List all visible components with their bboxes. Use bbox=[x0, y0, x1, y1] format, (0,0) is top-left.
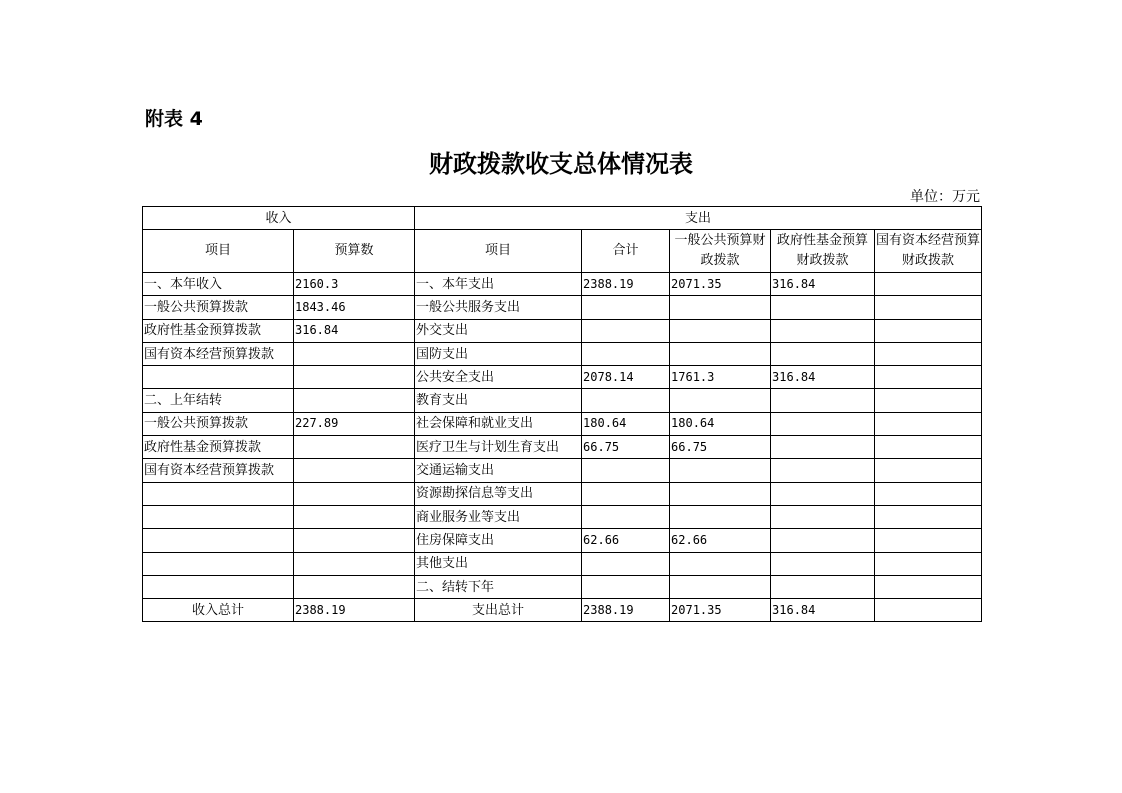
table-row bbox=[143, 459, 982, 482]
table-row bbox=[143, 436, 982, 459]
table-row bbox=[143, 296, 982, 319]
expense-total-sum: 2388.19 bbox=[582, 599, 670, 622]
expense-item-cell: 其他支出 bbox=[415, 552, 582, 575]
income-item-cell: 国有资本经营预算拨款 bbox=[143, 459, 294, 482]
expense-total-cell bbox=[582, 482, 670, 505]
expense-section-header: 支出 bbox=[415, 207, 982, 230]
income-item-cell bbox=[143, 482, 294, 505]
expense-total-cell bbox=[582, 319, 670, 342]
income-amount-cell: 227.89 bbox=[294, 412, 415, 435]
table-row bbox=[143, 552, 982, 575]
expense-item-cell: 二、结转下年 bbox=[415, 575, 582, 598]
budget-amount-header: 预算数 bbox=[294, 230, 415, 273]
expense-total-cell bbox=[582, 575, 670, 598]
table-row bbox=[143, 389, 982, 412]
expense-total-cell: 2078.14 bbox=[582, 366, 670, 389]
income-amount-cell: 2160.3 bbox=[294, 273, 415, 296]
income-section-header: 收入 bbox=[143, 207, 415, 230]
expense-total-label: 支出总计 bbox=[415, 599, 582, 622]
expense-item-cell: 公共安全支出 bbox=[415, 366, 582, 389]
income-total-label: 收入总计 bbox=[143, 599, 294, 622]
income-amount-cell bbox=[294, 459, 415, 482]
expense-item-cell: 国防支出 bbox=[415, 342, 582, 365]
income-amount-cell: 1843.46 bbox=[294, 296, 415, 319]
table-row bbox=[143, 529, 982, 552]
income-amount-cell bbox=[294, 366, 415, 389]
income-item-cell bbox=[143, 575, 294, 598]
general-budget-header: 一般公共预算财政拨款 bbox=[670, 230, 771, 273]
gov-fund-cell bbox=[771, 436, 875, 459]
expense-item-cell: 教育支出 bbox=[415, 389, 582, 412]
gov-fund-cell bbox=[771, 412, 875, 435]
income-item-cell: 政府性基金预算拨款 bbox=[143, 436, 294, 459]
total-header: 合计 bbox=[582, 230, 670, 273]
state-capital-cell bbox=[875, 273, 982, 296]
table-row bbox=[143, 342, 982, 365]
income-amount-cell bbox=[294, 436, 415, 459]
general-budget-cell bbox=[670, 552, 771, 575]
gov-fund-cell bbox=[771, 389, 875, 412]
gov-fund-cell bbox=[771, 459, 875, 482]
gov-fund-total: 316.84 bbox=[771, 599, 875, 622]
table-row bbox=[143, 505, 982, 528]
gov-fund-cell bbox=[771, 296, 875, 319]
unit-label: 单位：万元 bbox=[910, 189, 980, 205]
general-budget-cell bbox=[670, 482, 771, 505]
state-capital-cell bbox=[875, 459, 982, 482]
general-budget-cell bbox=[670, 575, 771, 598]
income-amount-cell bbox=[294, 482, 415, 505]
gov-fund-cell bbox=[771, 342, 875, 365]
income-amount-cell bbox=[294, 389, 415, 412]
expense-item-cell: 交通运输支出 bbox=[415, 459, 582, 482]
income-amount-cell bbox=[294, 529, 415, 552]
general-budget-cell bbox=[670, 389, 771, 412]
gov-fund-cell bbox=[771, 319, 875, 342]
income-item-cell bbox=[143, 366, 294, 389]
expense-item-cell: 资源勘探信息等支出 bbox=[415, 482, 582, 505]
state-capital-cell bbox=[875, 529, 982, 552]
expense-total-cell bbox=[582, 552, 670, 575]
gov-fund-cell: 316.84 bbox=[771, 273, 875, 296]
income-item-cell: 国有资本经营预算拨款 bbox=[143, 342, 294, 365]
general-budget-total: 2071.35 bbox=[670, 599, 771, 622]
general-budget-cell: 1761.3 bbox=[670, 366, 771, 389]
table-row bbox=[143, 412, 982, 435]
expense-item-cell: 外交支出 bbox=[415, 319, 582, 342]
attachment-label: 附表 4 bbox=[145, 108, 203, 130]
general-budget-cell: 62.66 bbox=[670, 529, 771, 552]
state-capital-cell bbox=[875, 342, 982, 365]
gov-fund-cell bbox=[771, 575, 875, 598]
totals-row bbox=[143, 599, 982, 622]
general-budget-cell bbox=[670, 342, 771, 365]
general-budget-cell: 66.75 bbox=[670, 436, 771, 459]
state-capital-cell bbox=[875, 482, 982, 505]
income-item-header: 项目 bbox=[143, 230, 294, 273]
gov-fund-cell bbox=[771, 529, 875, 552]
income-amount-cell bbox=[294, 552, 415, 575]
table-row bbox=[143, 319, 982, 342]
table-row bbox=[143, 482, 982, 505]
general-budget-cell: 2071.35 bbox=[670, 273, 771, 296]
expense-total-cell bbox=[582, 459, 670, 482]
expense-item-header: 项目 bbox=[415, 230, 582, 273]
expense-total-cell bbox=[582, 389, 670, 412]
page-title: 财政拨款收支总体情况表 bbox=[429, 150, 693, 178]
income-item-cell: 一般公共预算拨款 bbox=[143, 296, 294, 319]
general-budget-cell: 180.64 bbox=[670, 412, 771, 435]
expense-item-cell: 住房保障支出 bbox=[415, 529, 582, 552]
income-amount-cell bbox=[294, 505, 415, 528]
income-item-cell: 一般公共预算拨款 bbox=[143, 412, 294, 435]
state-capital-cell bbox=[875, 575, 982, 598]
income-total-amount: 2388.19 bbox=[294, 599, 415, 622]
income-item-cell: 政府性基金预算拨款 bbox=[143, 319, 294, 342]
state-capital-cell bbox=[875, 436, 982, 459]
gov-fund-cell bbox=[771, 552, 875, 575]
expense-item-cell: 一般公共服务支出 bbox=[415, 296, 582, 319]
income-item-cell bbox=[143, 552, 294, 575]
income-item-cell bbox=[143, 529, 294, 552]
table-row bbox=[143, 575, 982, 598]
income-item-cell: 一、本年收入 bbox=[143, 273, 294, 296]
expense-item-cell: 一、本年支出 bbox=[415, 273, 582, 296]
state-capital-header: 国有资本经营预算财政拨款 bbox=[875, 230, 982, 273]
state-capital-cell bbox=[875, 389, 982, 412]
general-budget-cell bbox=[670, 505, 771, 528]
expense-total-cell: 66.75 bbox=[582, 436, 670, 459]
expense-total-cell bbox=[582, 296, 670, 319]
fiscal-table bbox=[142, 206, 982, 622]
state-capital-cell bbox=[875, 319, 982, 342]
income-amount-cell: 316.84 bbox=[294, 319, 415, 342]
income-item-cell: 二、上年结转 bbox=[143, 389, 294, 412]
gov-fund-cell bbox=[771, 505, 875, 528]
expense-total-cell bbox=[582, 342, 670, 365]
gov-fund-cell bbox=[771, 482, 875, 505]
expense-item-cell: 医疗卫生与计划生育支出 bbox=[415, 436, 582, 459]
state-capital-total bbox=[875, 599, 982, 622]
gov-fund-header: 政府性基金预算财政拨款 bbox=[771, 230, 875, 273]
expense-item-cell: 社会保障和就业支出 bbox=[415, 412, 582, 435]
expense-item-cell: 商业服务业等支出 bbox=[415, 505, 582, 528]
expense-total-cell: 180.64 bbox=[582, 412, 670, 435]
expense-total-cell: 62.66 bbox=[582, 529, 670, 552]
table-row bbox=[143, 273, 982, 296]
state-capital-cell bbox=[875, 366, 982, 389]
general-budget-cell bbox=[670, 319, 771, 342]
gov-fund-cell: 316.84 bbox=[771, 366, 875, 389]
income-amount-cell bbox=[294, 342, 415, 365]
general-budget-cell bbox=[670, 459, 771, 482]
general-budget-cell bbox=[670, 296, 771, 319]
expense-total-cell bbox=[582, 505, 670, 528]
state-capital-cell bbox=[875, 296, 982, 319]
expense-total-cell: 2388.19 bbox=[582, 273, 670, 296]
state-capital-cell bbox=[875, 505, 982, 528]
income-item-cell bbox=[143, 505, 294, 528]
table-row bbox=[143, 366, 982, 389]
state-capital-cell bbox=[875, 412, 982, 435]
state-capital-cell bbox=[875, 552, 982, 575]
income-amount-cell bbox=[294, 575, 415, 598]
